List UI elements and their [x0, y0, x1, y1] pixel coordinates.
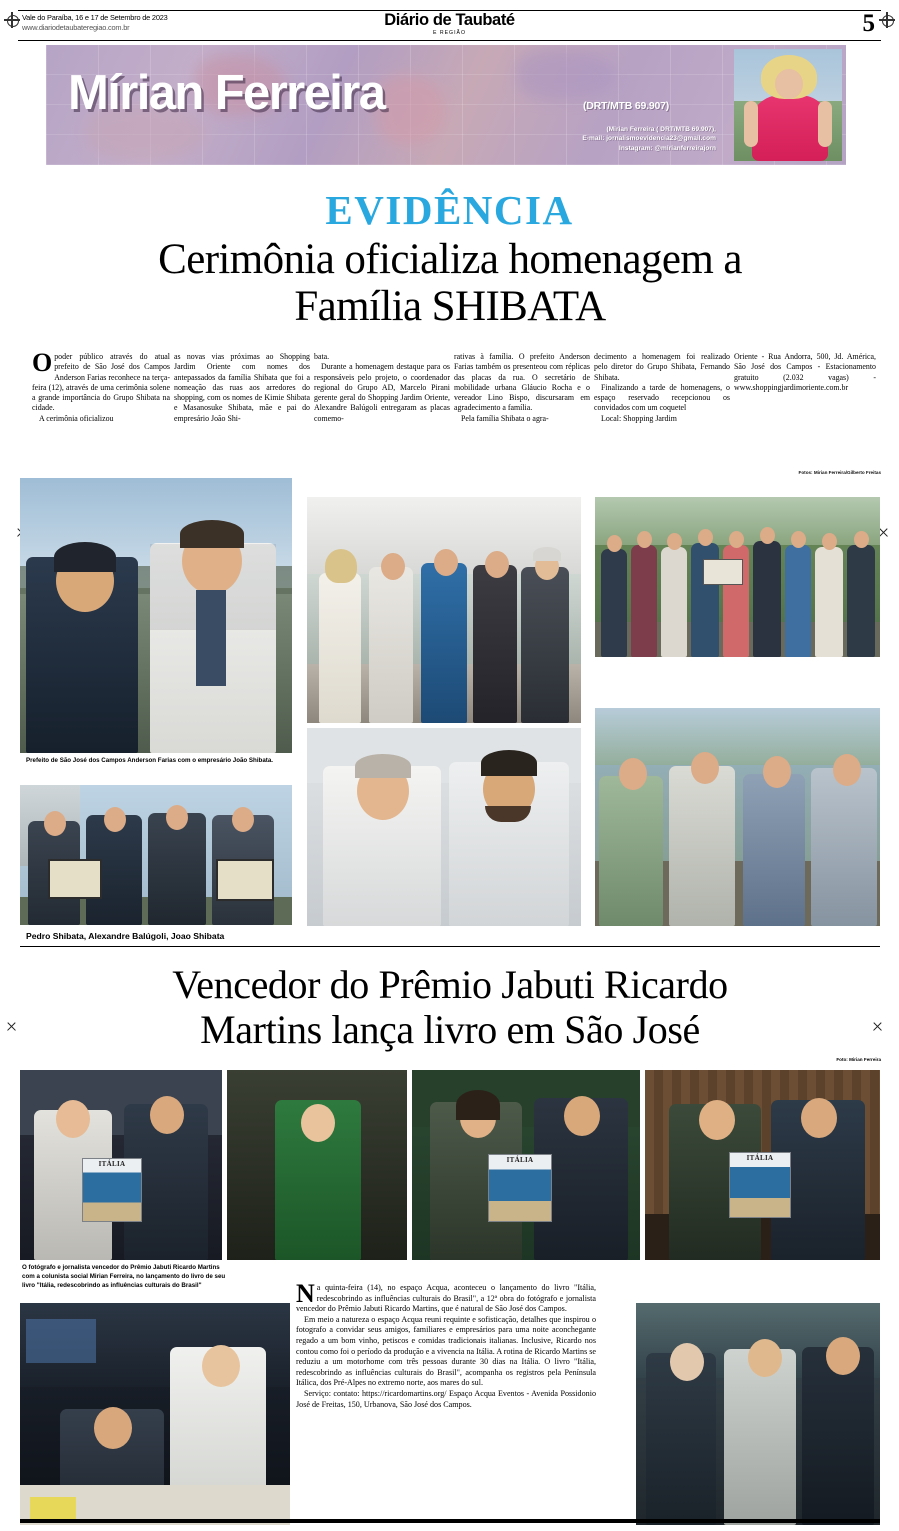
article1-photo-credit: Fotos: Mirian Ferreira/Gilberto Freitas — [798, 470, 881, 475]
book-title-3: ITÁLIA — [746, 1154, 774, 1162]
caption-prefeito-empresario: Prefeito de São José dos Campos Anderson Farias com o empresário João Shibata. — [26, 757, 273, 764]
portrait-dress — [752, 95, 828, 161]
photo-lancamento-3 — [412, 1070, 640, 1260]
photo-prefeito-empresario — [20, 478, 292, 753]
article2-body — [296, 1279, 596, 1410]
header-rule-bottom — [18, 40, 881, 41]
article1-column-4 — [454, 352, 590, 424]
article2-p2: Em meio a natureza o espaço Acqua reuni requinte e sofisticação, detalhes que inspirou o fotografo a convidar seus amigos, familiares e empresários para uma noite aconchegante regado a um bom vinho, petiscos e comidas tradicionais italianas. Inclusive, Ricardo nos contou como foi o período da produção e a vivencia na Itália. A rotina de Ricardo Martins se reduziu a um motorhome com três pessoas durante 30 dias na Itália. O livro "Itália, redescobrindo as influências culturais do Brasil", acompanha os registros pela Península Itálica, dos Pré-Alpes no extremo norte, aos mares do sul. — [296, 1314, 596, 1388]
contact-email[interactable]: E-mail: jornalismoevidencia23@gmail.com — [582, 135, 716, 143]
register-mark-right-2 — [872, 1021, 883, 1032]
section-kicker: EVIDÊNCIA — [325, 187, 574, 233]
page-number: 5 — [862, 10, 875, 37]
contact-instagram[interactable]: Instagram: @mirianferreirajorn — [619, 144, 716, 152]
columnist-registration: (DRT/MTB 69.907) — [583, 100, 670, 112]
article1-body — [32, 348, 880, 472]
masthead-subtitle: E REGIÃO — [432, 30, 467, 36]
photo-entrega-placas — [20, 785, 292, 925]
book-cover-3 — [729, 1152, 791, 1218]
article1-column-5 — [594, 352, 730, 424]
photo-convidados — [595, 708, 880, 926]
article1-dropcap: O — [32, 348, 53, 377]
book-cover-1 — [82, 1158, 142, 1222]
article2-p1: a quinta-feira (14), no espaço Acqua, aconteceu o lançamento do livro "Itália, redescobrindo as influências culturais do Brasil", a 12ª obra do fotógrafo e jornalista vencedor do Prêmio Jabuti Ricardo Martins, que é natural de São José dos Campos. — [296, 1283, 596, 1314]
page-footer-rule — [20, 1519, 880, 1523]
article2-headline-line2: Martins lança livro em São José — [200, 1007, 700, 1052]
masthead-title: Diário de Taubaté — [384, 11, 515, 29]
columnist-portrait — [734, 49, 842, 161]
register-mark-left-2 — [6, 1021, 17, 1032]
caption-familia-shibata: Família Shibata . — [599, 663, 648, 670]
photo-familia-shibata — [595, 497, 880, 657]
photo-dois-homens — [307, 728, 581, 926]
article1-c1-p2: A cerimônia oficializou — [39, 413, 114, 423]
article1-headline — [60, 236, 840, 330]
caption-lancamento-main: O fotógrafo e jornalista vencedor do Prêmio Jabuti Ricardo Martins com a colunista social Mirian Ferreira, no lançamento do livro de seu livro "Itália, redescobrindo as influências culturais do Brasil" — [22, 1264, 226, 1289]
article1-c5-p1: decimento a homenagem foi realizado pelo diretor do Grupo Shibata, Fernando Shibata. — [594, 352, 730, 382]
portrait-arm-left — [744, 101, 758, 147]
columnist-banner — [46, 45, 846, 165]
article1-column-3 — [314, 352, 450, 424]
banner-texture-3 — [516, 50, 616, 100]
photo-convidados-acqua — [636, 1303, 880, 1525]
columnist-name: Mírian Ferreira — [68, 66, 385, 120]
article1-c3-p2: Durante a homenagem destaque para os responsáveis pelo projeto, o coordenador regional do Grupo AD, Marcelo Pirani gerente geral do Shopping Jardim Oriente, Alexandre Balúgoli entregaram as placas comemo- — [314, 362, 450, 423]
dateline-date: Vale do Paraíba, 16 e 17 de Setembro de 2023 — [22, 13, 168, 22]
portrait-arm-right — [818, 101, 832, 147]
portrait-face — [775, 69, 803, 99]
photo-lancamento-1 — [20, 1070, 222, 1260]
dateline-website[interactable]: www.diariodetaubateregiao.com.br — [22, 22, 130, 32]
article1-c2-p1: as novas vias próximas ao Shopping Jardim Oriente com nomes dos antepassados da família Shibata que foi a nomeação das ruas aos arredores do shopping, com os nomes de Kimie Shibata e Masanosuke Shibata, mãe e pai do empresário João Shi- — [174, 352, 310, 423]
article2-headline — [60, 962, 840, 1052]
article1-headline-line2: Família SHIBATA — [294, 283, 606, 330]
article1-c1-p1: poder público através do atual prefeito de São José dos Campos Anderson Farias reconhece na terça-feira (12), através de uma cerimônia solene a grande importância do Grupo Shibata na cidade. — [32, 352, 170, 413]
caption-entrega-placas: Pedro Shibata, Alexandre Balúgoli, Joao Shibata — [26, 931, 225, 941]
article1-c4-p2: Pela família Shibata o agra- — [461, 413, 549, 423]
article2-p3: Serviço: contato: https://ricardomartins.org/ Espaço Acqua Eventos - Avenida Possidonio José de Freitas, 150, Urbanova, São José dos Campos. — [296, 1388, 596, 1409]
crop-mark-top-right — [879, 12, 895, 28]
book-title-1: ITÁLIA — [98, 1160, 126, 1168]
section-divider-1 — [20, 946, 880, 947]
article1-c3-p1: bata. — [314, 352, 330, 361]
photo-lancamento-2 — [227, 1070, 407, 1260]
article1-c4-p1: rativas à família. O prefeito Anderson Farias também os presenteou com réplicas das placas da rua. O secretário de mobilidade urbana Gláucio Rocha e o vereador Lino Bispo, discursaram em agradecimento a família. — [454, 352, 590, 413]
page-header — [18, 10, 881, 40]
article1-column-6 — [734, 352, 876, 393]
banner-texture-2 — [376, 75, 446, 145]
article1-c5-p2: Finalizando a tarde de homenagens, o espaço reservado recepcionou os convidados com um coquetel — [594, 382, 730, 413]
article1-c6-p1: Oriente - Rua Andorra, 500, Jd. América, São José dos Campos - Estacionamento gratuito (2.032 vagas) - www.shoppingjardimoriente.com.br — [734, 352, 876, 392]
photo-grupo-tenda — [307, 497, 581, 723]
article1-headline-line1: Cerimônia oficializa homenagem a — [158, 236, 742, 283]
columnist-contact — [582, 125, 716, 153]
book-cover-2 — [488, 1154, 552, 1222]
book-title-2: ITÁLIA — [506, 1156, 534, 1164]
article2-dropcap: N — [296, 1279, 315, 1308]
article1-column-1 — [32, 348, 170, 424]
contact-name: (Mirian Ferreira ( DRT/MTB 69.907), — [606, 126, 716, 133]
photo-lancamento-4 — [645, 1070, 880, 1260]
article2-headline-line1: Vencedor do Prêmio Jabuti Ricardo — [172, 962, 728, 1007]
article1-c5-p3: Local: Shopping Jardim — [601, 413, 677, 423]
article1-column-2 — [174, 352, 310, 424]
photo-acqua-espaco — [20, 1303, 290, 1525]
article2-photo-credit: Foto: Mirian Ferreira — [836, 1057, 881, 1062]
